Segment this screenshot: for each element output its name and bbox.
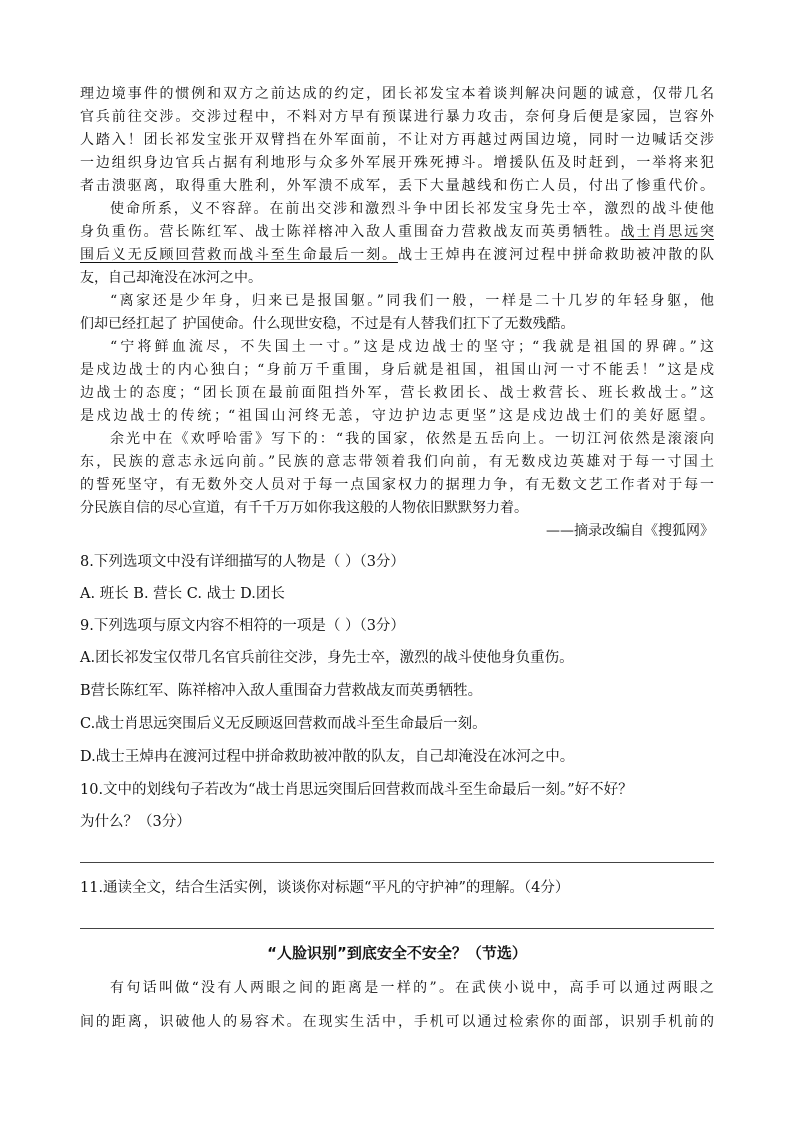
question-11: 11.通读全文，结合生活实例，谈谈你对标题“平凡的守护神”的理解。（4分） (80, 880, 570, 896)
passage-text: 身负重伤。营长陈红军、战士陈祥榕冲入敌人重围奋力营救战友而英勇牺牲。 (80, 224, 621, 240)
passage-line: 边战士的态度；“团长顶在最前面阻挡外军，营长救团长、战士救营长、班长救战士。”这 (80, 385, 714, 401)
source-attribution: ——摘录改编自《搜狐网》 (546, 523, 714, 539)
passage-line: 者击溃驱离，取得重大胜利，外军溃不成军，丢下大量越线和伤亡人员，付出了惨重代价。 (80, 178, 714, 194)
passage-line: 理边境事件的惯例和双方之前达成的约定，团长祁发宝本着谈判解决问题的诚意，仅带几名 (80, 86, 714, 102)
passage-line: 人踏入！团长祁发宝张开双臂挡在外军面前，不让对方再越过两国边境，同时一边喊话交涉 (80, 132, 714, 148)
question-10-cont: 为什么？（3分） (80, 814, 191, 830)
section-title: “人脸识别”到底安全不安全？（节选） (267, 944, 527, 962)
passage-line: 的誓死坚守，有无数外交人员对于每一点国家权力的据理力争，有无数文艺工作者对于每一 (80, 477, 714, 493)
passage-line: “宁将鲜血流尽，不失国土一寸。”这是戍边战士的坚守；“我就是祖国的界碑。”这 (110, 339, 714, 355)
passage-line: 使命所系，义不容辞。在前出交涉和激烈斗争中团长祁发宝身先士卒，激烈的战斗使他 (110, 201, 714, 217)
answer-line (80, 862, 714, 863)
passage-line: 官兵前往交涉。交涉过程中，不料对方早有预谋进行暴力攻击，奈何身后便是家园，岂容外 (80, 109, 714, 125)
passage-line: 间的距离，识破他人的易容术。在现实生活中，手机可以通过检索你的面部，识别手机前的 (80, 1014, 714, 1030)
question-9-option-b: B营长陈红军、陈祥榕冲入敌人重围奋力营救战友而英勇牺牲。 (80, 683, 483, 699)
underlined-sentence: 战士肖思远突 (620, 224, 715, 240)
passage-line: 友，自己却淹没在冰河之中。 (80, 270, 262, 286)
passage-line: 们却已经扛起了 护国使命。什么现世安稳，不过是有人替我们扛下了无数残酷。 (80, 316, 575, 332)
question-9-option-d: D.战士王焯冉在渡河过程中拼命救助被冲散的队友，自己却淹没在冰河之中。 (80, 749, 575, 765)
passage-line: 余光中在《欢呼哈雷》写下的：“我的国家，依然是五岳向上。一切江河依然是滚滚向 (110, 431, 714, 447)
passage-line: 东，民族的意志永远向前。”民族的意志带领着我们向前，有无数戍边英雄对于每一寸国土 (80, 454, 714, 470)
question-8-options: A. 班长 B. 营长 C. 战士 D.团长 (80, 586, 285, 602)
underlined-sentence: 围后义无反顾回营救而战斗至生命最后一刻。 (80, 247, 398, 263)
passage-text: 战士王焯冉在渡河过程中拼命救助被冲散的队 (397, 247, 715, 263)
passage-line: “离家还是少年身，归来已是报国躯。”同我们一般，一样是二十几岁的年轻身躯，他 (110, 293, 714, 309)
passage-line: 有句话叫做“没有人两眼之间的距离是一样的”。在武侠小说中，高手可以通过两眼之 (110, 980, 714, 996)
question-9-option-c: C.战士肖思远突围后义无反顾返回营救而战斗至生命最后一刻。 (80, 716, 487, 732)
passage-line (80, 222, 714, 242)
question-10: 10.文中的划线句子若改为“战士肖思远突围后回营救而战斗至生命最后一刻。”好不好？ (80, 782, 633, 798)
question-9: 9.下列选项与原文内容不相符的一项是（ ）（3分） (80, 618, 405, 634)
passage-line (80, 245, 714, 265)
question-9-option-a: A.团长祁发宝仅带几名官兵前往交涉，身先士卒，激烈的战斗使他身负重伤。 (80, 650, 574, 666)
answer-line (80, 928, 714, 929)
passage-line: 一边组织身边官兵占据有利地形与众多外军展开殊死搏斗。增援队伍及时赶到，一举将来犯 (80, 155, 714, 171)
passage-line: 是戍边战士的传统；“祖国山河终无恙，守边护边志更坚”这是戍边战士们的美好愿望。 (80, 408, 714, 424)
passage-line: 分民族自信的尽心宣道，有千千万万如你我这般的人物依旧默默努力着。 (80, 500, 528, 516)
passage-line: 是戍边战士的内心独白；“身前万千重围，身后就是祖国，祖国山河一寸不能丢！”这是戍 (80, 362, 714, 378)
question-8: 8.下列选项文中没有详细描写的人物是（ ）（3分） (80, 554, 405, 570)
